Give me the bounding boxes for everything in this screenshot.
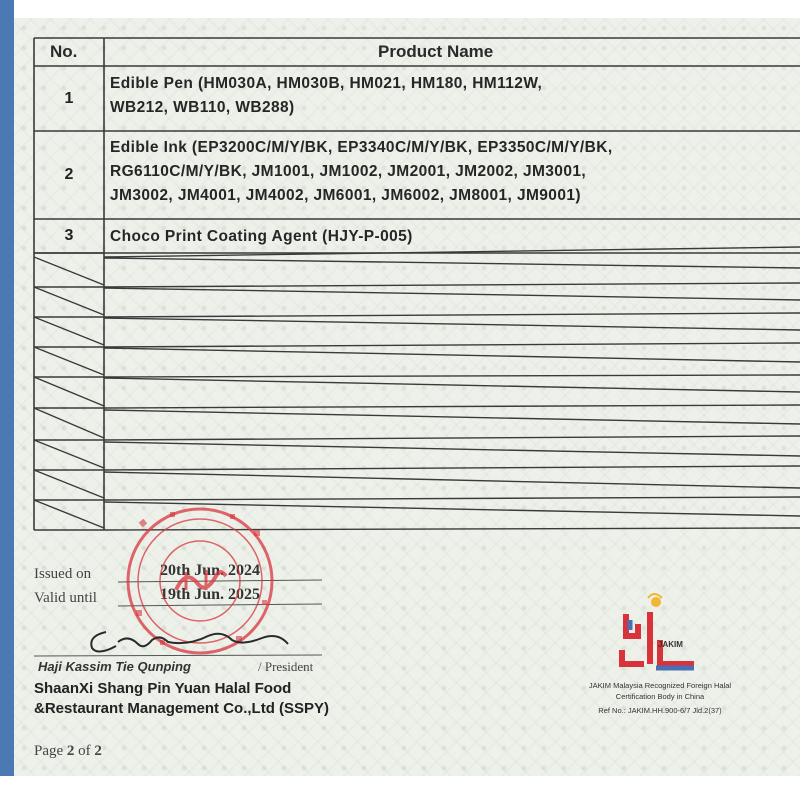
jakim-logo-label: JAKIM bbox=[658, 640, 683, 649]
row-number: 2 bbox=[64, 166, 74, 183]
page-prefix: Page bbox=[34, 743, 64, 759]
page-current: 2 bbox=[66, 743, 75, 759]
jakim-recognition-line1: JAKIM Malaysia Recognized Foreign Halal bbox=[588, 681, 732, 690]
issued-date: 20th Jun. 2024 bbox=[160, 562, 261, 579]
row-number: 3 bbox=[64, 227, 74, 244]
jakim-reference-number: Ref No.: JAKIM.HH.900-6/7 Jld.2(37) bbox=[598, 706, 722, 715]
product-line: WB212, WB110, WB288) bbox=[110, 99, 295, 116]
page-of: of bbox=[78, 743, 91, 759]
signatory-name: Haji Kassim Tie Qunping bbox=[38, 659, 191, 674]
product-line: Edible Ink (EP3200C/M/Y/BK, EP3340C/M/Y/BK, EP3350C/M/Y/BK, bbox=[110, 139, 613, 156]
row-number: 1 bbox=[64, 90, 74, 107]
jakim-recognition-line2: Certification Body in China bbox=[615, 692, 705, 701]
signatory-title: / President bbox=[258, 659, 314, 674]
product-line: Edible Pen (HM030A, HM030B, HM021, HM180, HM112W, bbox=[110, 75, 543, 92]
product-line: JM3002, JM4001, JM4002, JM6001, JM6002, JM8001, JM9001) bbox=[110, 187, 581, 204]
product-line: Choco Print Coating Agent (HJY-P-005) bbox=[110, 228, 413, 245]
product-line: RG6110C/M/Y/BK, JM1001, JM1002, JM2001, JM2002, JM3001, bbox=[110, 163, 587, 180]
valid-date: 19th Jun. 2025 bbox=[160, 586, 261, 603]
organization-line1: ShaanXi Shang Pin Yuan Halal Food bbox=[34, 680, 292, 697]
page-total: 2 bbox=[94, 743, 102, 759]
column-header-product-name: Product Name bbox=[378, 42, 494, 61]
organization-line2: &Restaurant Management Co.,Ltd (SSPY) bbox=[34, 700, 330, 717]
column-header-no: No. bbox=[50, 42, 78, 61]
valid-until-label: Valid until bbox=[34, 590, 97, 606]
issued-on-label: Issued on bbox=[34, 566, 92, 582]
